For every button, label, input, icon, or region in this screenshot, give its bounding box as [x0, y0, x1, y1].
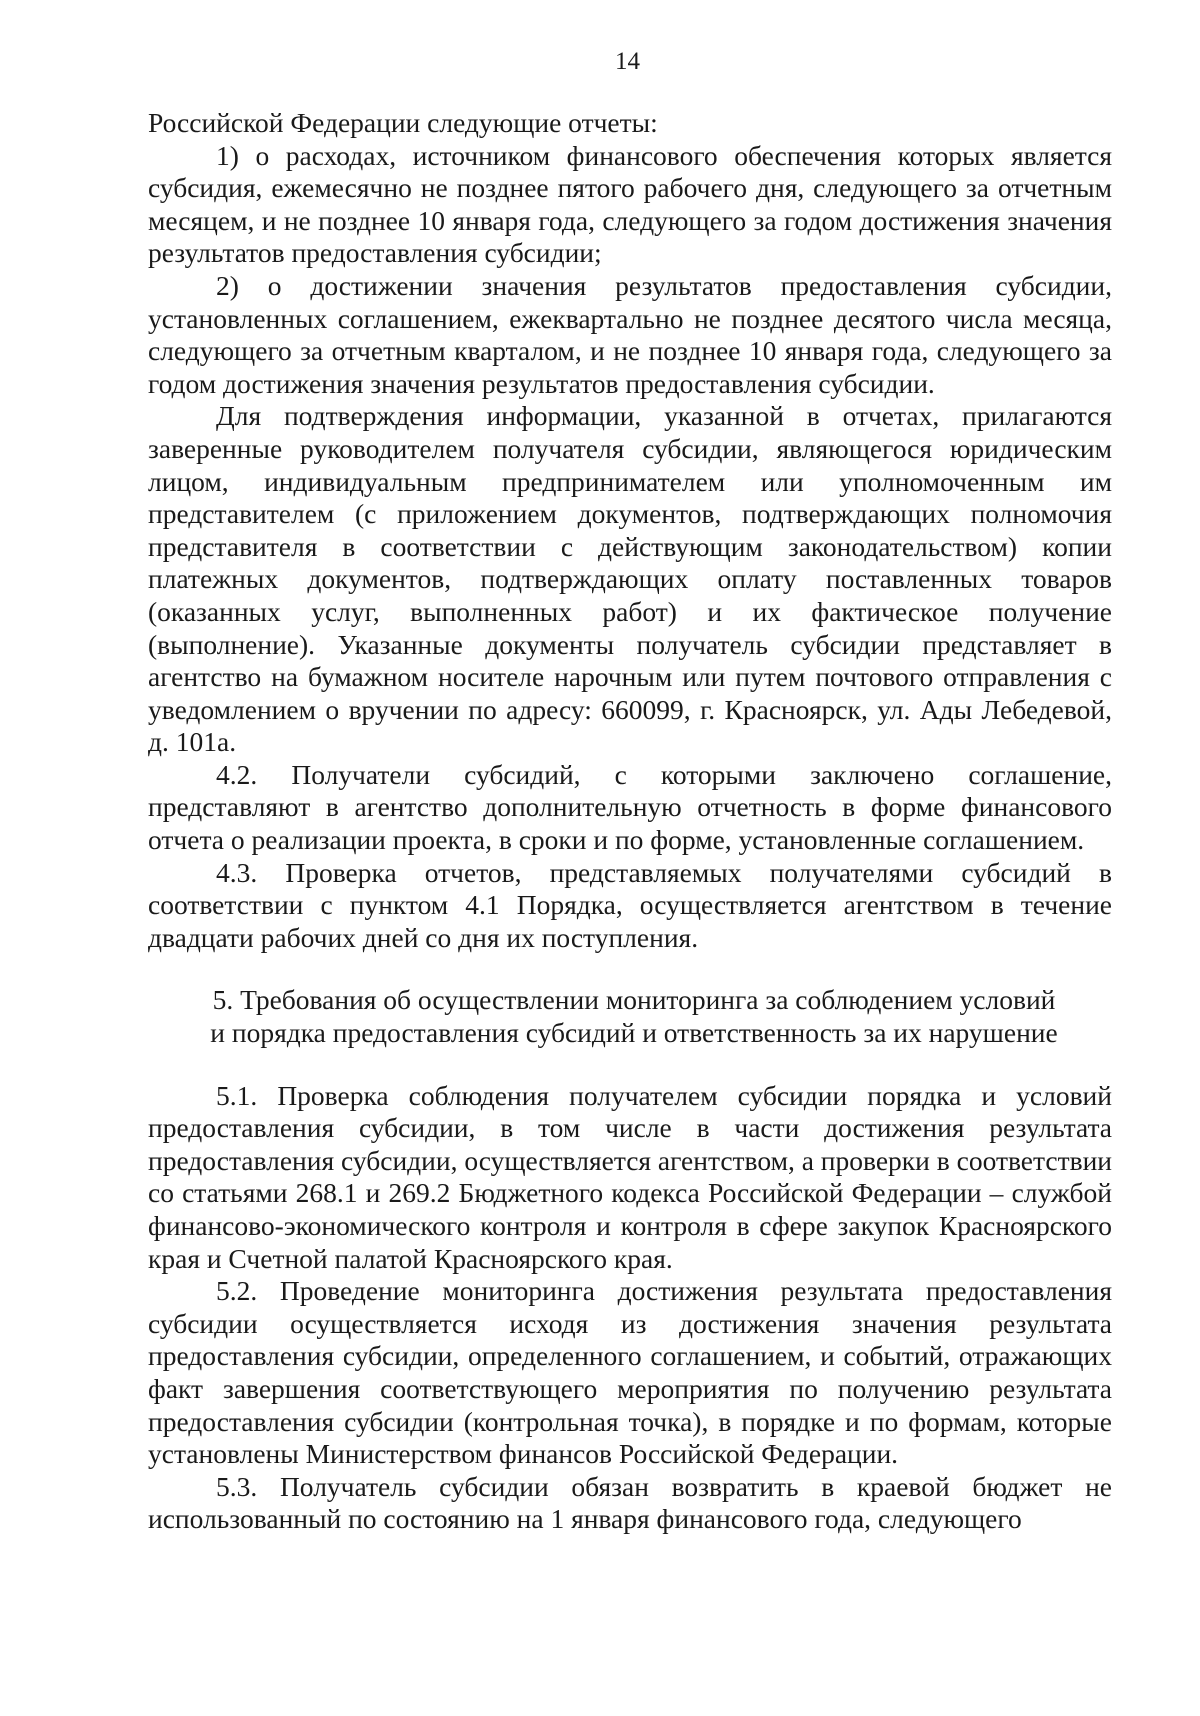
section-heading-line-2: и порядка предоставления субсидий и ответственность за их нарушение: [210, 1017, 1058, 1049]
paragraph-confirmation: Для подтверждения информации, указанной в отчетах, прилагаются заверенные руководителем получателя субсидии, являющегося юридическим лицом, индивидуальным предпринимателем или уполномоченным им представителем (с приложением документов, подтверждающих полномочия представителя в соответствии с действующим законодательством) копии платежных документов, подтверждающих оплату поставленных товаров (оказанных услуг, выполненных работ) и их фактическое получение (выполнение). Указанные документы получатель субсидии представляет в агентство на бумажном носителе нарочным или путем почтового отправления с уведомлением о вручении по адресу: 660099, г. Красноярск, ул. Ады Лебедевой, д. 101а.: [148, 400, 1112, 758]
paragraph-5-2: 5.2. Проведение мониторинга достижения результата предоставления субсидии осуществляется исходя из достижения значения результата предоставления субсидии, определенного соглашением, и событий, отражающих факт завершения соответствующего мероприятия по получению результата предоставления субсидии (контрольная точка), в порядке и по формам, которые установлены Министерством финансов Российской Федерации.: [148, 1275, 1112, 1470]
paragraph-item-1: 1) о расходах, источником финансового обеспечения которых является субсидия, ежемесячно не позднее пятого рабочего дня, следующего за отчетным месяцем, и не позднее 10 января года, следующего за годом достижения значения результатов предоставления субсидии;: [148, 139, 1112, 269]
paragraph-item-2: 2) о достижении значения результатов предоставления субсидии, установленных соглашением, ежеквартально не позднее десятого числа месяца, следующего за отчетным кварталом, и не позднее 10 января года, следующего за годом достижения значения результатов предоставления субсидии.: [148, 269, 1112, 399]
document-body: [148, 107, 1112, 1536]
paragraph-intro: Российской Федерации следующие отчеты:: [148, 107, 658, 138]
paragraph-4-3: 4.3. Проверка отчетов, представляемых получателями субсидий в соответствии с пунктом 4.1 Порядка, осуществляется агентством в течение двадцати рабочих дней со дня их поступления.: [148, 856, 1112, 953]
paragraph-4-2: 4.2. Получатели субсидий, с которыми заключено соглашение, представляют в агентство дополнительную отчетность в форме финансового отчета о реализации проекта, в сроки и по форме, установленные соглашением.: [148, 758, 1112, 856]
section-heading-line-1: 5. Требования об осуществлении мониторинга за соблюдением условий: [212, 984, 1056, 1016]
paragraph-5-3: 5.3. Получатель субсидии обязан возвратить в краевой бюджет не использованный по состоянию на 1 января финансового года, следующего: [148, 1470, 1112, 1535]
paragraph-5-1: 5.1. Проверка соблюдения получателем субсидии порядка и условий предоставления субсидии, в том числе в части достижения результата предоставления субсидии, осуществляется агентством, а проверки в соответствии со статьями 268.1 и 269.2 Бюджетного кодекса Российской Федерации – службой финансово-экономического контроля и контроля в сфере закупок Красноярского края и Счетной палатой Красноярского края.: [148, 1079, 1113, 1274]
page-number: 14: [615, 48, 640, 75]
section-heading: [148, 984, 1112, 1049]
